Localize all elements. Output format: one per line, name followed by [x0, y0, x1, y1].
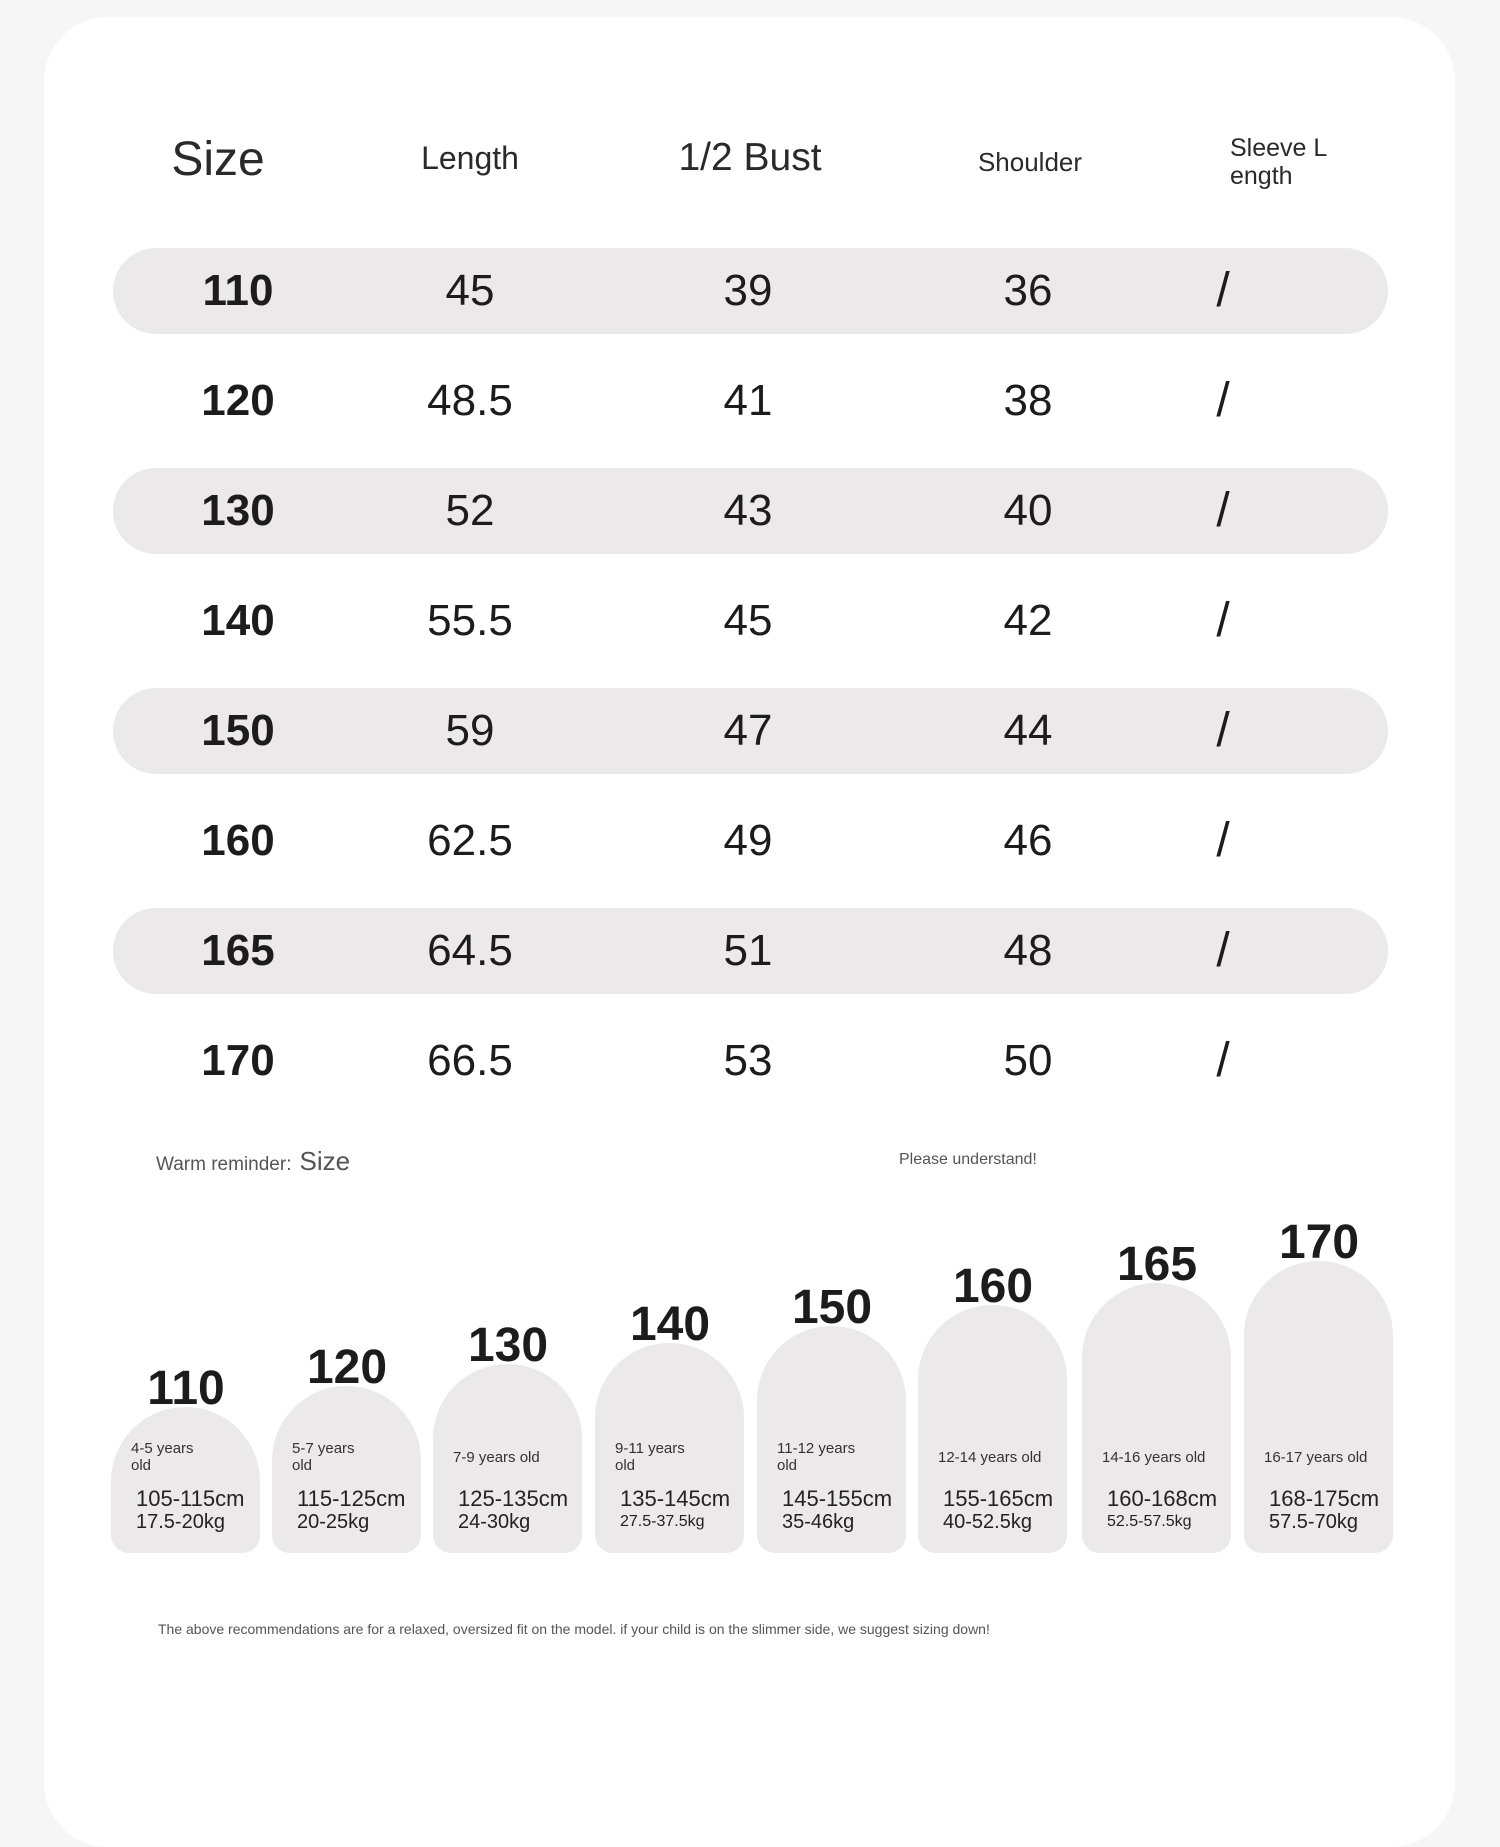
cell-size: 170	[201, 1036, 275, 1085]
cell-shoulder: 46	[1003, 816, 1053, 865]
size-guide-height: 145-155cm	[782, 1486, 893, 1511]
size-guide-age-line1: 12-14 years old	[938, 1449, 1042, 1466]
size-guide-age	[453, 1449, 540, 1466]
cell-half-bust: 45	[723, 596, 773, 645]
size-guide-age	[777, 1440, 855, 1474]
size-guide-age	[1102, 1449, 1205, 1466]
table-row	[113, 908, 1388, 994]
cell-half-bust: 51	[723, 926, 773, 975]
cell-half-bust: 41	[723, 376, 773, 425]
cell-length: 48.5	[427, 376, 513, 425]
please-understand: Please understand!	[899, 1151, 1037, 1168]
cell-sleeve-length: /	[1216, 1034, 1230, 1087]
size-guide-weight: 27.5-37.5kg	[620, 1513, 705, 1530]
cell-length: 59	[445, 706, 495, 755]
header-sleeve-length	[1230, 134, 1350, 190]
size-guide-age-line2: old	[777, 1457, 798, 1474]
header-length: Length	[421, 140, 519, 176]
size-guide-size: 140	[629, 1298, 711, 1351]
size-guide-size: 170	[1278, 1216, 1360, 1269]
header-shoulder: Shoulder	[977, 147, 1083, 177]
size-guide-weight: 17.5-20kg	[136, 1511, 225, 1533]
cell-half-bust: 43	[723, 486, 773, 535]
warm-reminder-label: Warm reminder:	[156, 1154, 292, 1175]
size-guide-age-line1: 9-11 years	[615, 1440, 685, 1457]
table-row	[113, 468, 1388, 554]
size-guide-weight: 52.5-57.5kg	[1107, 1513, 1192, 1530]
cell-sleeve-length: /	[1216, 924, 1230, 977]
cell-size: 130	[201, 486, 275, 535]
cell-length: 66.5	[427, 1036, 513, 1085]
size-guide-height: 105-115cm	[136, 1486, 245, 1511]
size-guide-size: 165	[1116, 1238, 1198, 1291]
warm-reminder	[156, 1146, 350, 1177]
size-guide-age	[615, 1440, 685, 1474]
size-guide-age	[1264, 1449, 1367, 1466]
cell-shoulder: 48	[1003, 926, 1053, 975]
cell-shoulder: 42	[1003, 596, 1053, 645]
table-header	[0, 0, 1500, 220]
size-guide-size: 160	[952, 1260, 1034, 1313]
table-row	[113, 1018, 1388, 1104]
cell-sleeve-length: /	[1216, 264, 1230, 317]
cell-size: 120	[201, 376, 275, 425]
cell-size: 160	[201, 816, 275, 865]
cell-sleeve-length: /	[1216, 814, 1230, 867]
cell-sleeve-length: /	[1216, 484, 1230, 537]
cell-half-bust: 49	[723, 816, 773, 865]
cell-size: 140	[201, 596, 275, 645]
cell-size: 150	[201, 706, 275, 755]
table-row	[113, 248, 1388, 334]
size-guide-age	[938, 1449, 1041, 1466]
size-guide-size: 120	[306, 1341, 388, 1394]
cell-length: 64.5	[427, 926, 513, 975]
footnote: The above recommendations are for a relaxed, oversized fit on the model. if your child is on the slimmer side, we suggest sizing down!	[158, 1621, 990, 1637]
cell-half-bust: 53	[723, 1036, 773, 1085]
size-guide-height: 160-168cm	[1107, 1486, 1218, 1511]
size-guide-age-line1: 11-12 years	[777, 1440, 856, 1457]
size-guide-height: 168-175cm	[1269, 1486, 1380, 1511]
cell-shoulder: 50	[1003, 1036, 1053, 1085]
size-guide-age	[131, 1440, 194, 1474]
cell-shoulder: 44	[1003, 706, 1053, 755]
cell-size: 110	[202, 266, 274, 315]
size-guide-height: 135-145cm	[620, 1486, 731, 1511]
cell-shoulder: 36	[1003, 266, 1053, 315]
table-row	[113, 688, 1388, 774]
cell-length: 45	[445, 266, 495, 315]
header-half-bust: 1/2 Bust	[678, 136, 822, 179]
size-guide-age-line2: old	[292, 1457, 313, 1474]
size-guide-weight: 20-25kg	[297, 1511, 370, 1533]
size-guide-age-line1: 14-16 years old	[1102, 1449, 1206, 1466]
size-guide-age-line1: 5-7 years	[292, 1440, 355, 1457]
header-size: Size	[171, 133, 265, 186]
size-guide-size: 130	[467, 1319, 549, 1372]
cell-length: 55.5	[427, 596, 513, 645]
size-guide-size: 110	[147, 1362, 225, 1415]
table-row	[113, 798, 1388, 884]
size-guide-height: 115-125cm	[297, 1486, 406, 1511]
table-row	[113, 358, 1388, 444]
size-guide-age-line2: old	[615, 1457, 636, 1474]
cell-length: 52	[445, 486, 495, 535]
cell-size: 165	[201, 926, 275, 975]
header-sleeve-line2: ength	[1230, 162, 1293, 190]
size-guide-age	[292, 1440, 355, 1474]
size-guide-age-line2: old	[131, 1457, 152, 1474]
size-guide-weight: 24-30kg	[458, 1511, 531, 1533]
cell-sleeve-length: /	[1216, 374, 1230, 427]
size-guide-age-line1: 16-17 years old	[1264, 1449, 1368, 1466]
cell-length: 62.5	[427, 816, 513, 865]
size-guide-size: 150	[791, 1281, 873, 1334]
warm-reminder-size: Size	[299, 1146, 351, 1176]
size-guide-weight: 57.5-70kg	[1269, 1511, 1358, 1533]
cell-sleeve-length: /	[1216, 594, 1230, 647]
table-row	[113, 578, 1388, 664]
cell-sleeve-length: /	[1216, 704, 1230, 757]
cell-shoulder: 40	[1003, 486, 1053, 535]
size-guide-weight: 35-46kg	[782, 1511, 855, 1533]
size-guide-height: 155-165cm	[943, 1486, 1054, 1511]
cell-half-bust: 39	[723, 266, 773, 315]
size-guide-age-line1: 4-5 years	[131, 1440, 194, 1457]
size-guide-weight: 40-52.5kg	[943, 1511, 1032, 1533]
header-sleeve-line1: Sleeve L	[1230, 134, 1328, 162]
size-guide-age-line1: 7-9 years old	[453, 1449, 540, 1466]
size-guide-height: 125-135cm	[458, 1486, 569, 1511]
cell-half-bust: 47	[723, 706, 773, 755]
cell-shoulder: 38	[1003, 376, 1053, 425]
